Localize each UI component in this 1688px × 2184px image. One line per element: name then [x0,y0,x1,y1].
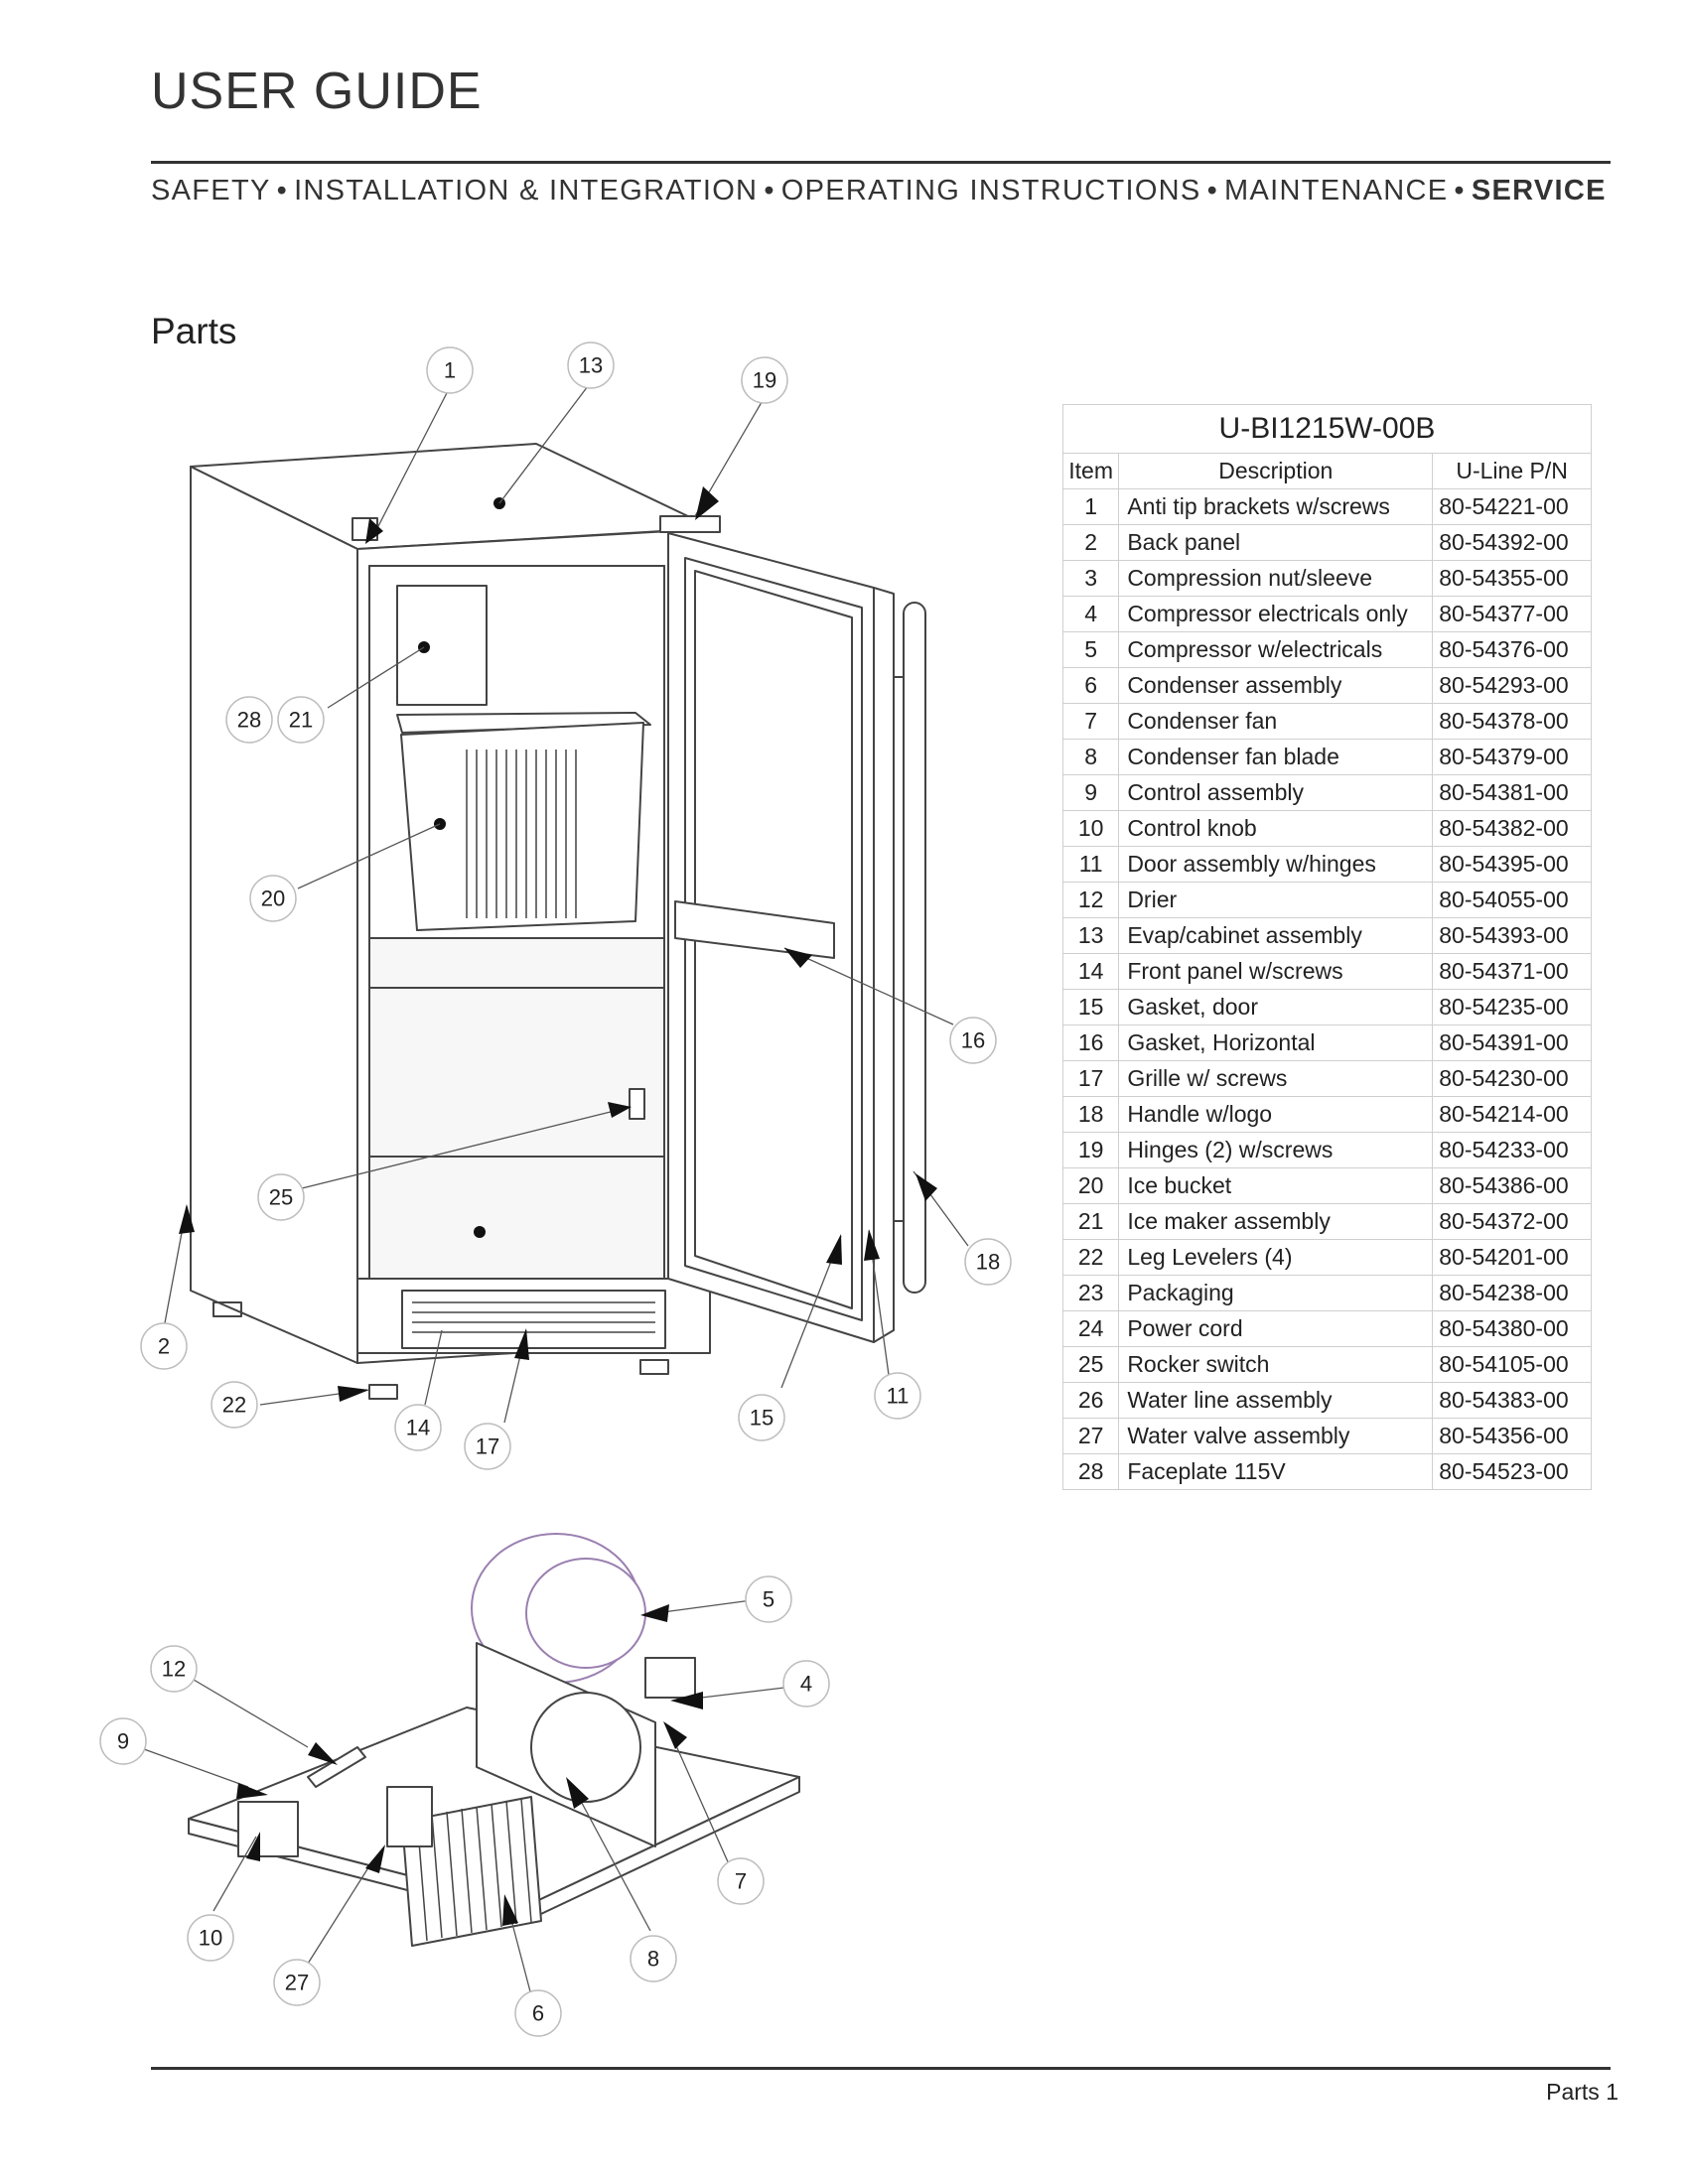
table-row [1063,1204,1592,1240]
table-row [1063,1383,1592,1419]
item-description: Power cord [1119,1311,1433,1347]
item-number: 27 [1063,1419,1119,1454]
callout-label: 1 [443,357,457,383]
part-number: 80-54201-00 [1433,1240,1592,1276]
callout-label: 13 [578,352,604,378]
table-row [1063,525,1592,561]
item-description: Compressor electricals only [1119,597,1433,632]
part-number: 80-54355-00 [1433,561,1592,597]
part-number: 80-54105-00 [1433,1347,1592,1383]
nav-service: SERVICE [1471,175,1607,206]
item-description: Rocker switch [1119,1347,1433,1383]
item-number: 26 [1063,1383,1119,1419]
callout-label: 22 [221,1392,247,1418]
part-number: 80-54386-00 [1433,1168,1592,1204]
callout-label: 15 [749,1405,774,1431]
table-row [1063,1276,1592,1311]
item-number: 18 [1063,1097,1119,1133]
table-row [1063,847,1592,883]
part-number: 80-54238-00 [1433,1276,1592,1311]
item-description: Compressor w/electricals [1119,632,1433,668]
callout-label: 5 [762,1586,775,1612]
nav-separator: • [1206,175,1219,206]
column-header-part-number: U-Line P/N [1433,454,1592,489]
cabinet-drawing [191,444,925,1399]
callout-label: 11 [886,1383,910,1409]
parts-table [1062,404,1592,1490]
item-description: Gasket, Horizontal [1119,1025,1433,1061]
part-number: 80-54380-00 [1433,1311,1592,1347]
part-number: 80-54523-00 [1433,1454,1592,1490]
item-description: Handle w/logo [1119,1097,1433,1133]
item-number: 25 [1063,1347,1119,1383]
nav-separator: • [1454,175,1466,206]
item-description: Water line assembly [1119,1383,1433,1419]
part-number: 80-54293-00 [1433,668,1592,704]
nav-operating: OPERATING INSTRUCTIONS [780,175,1201,206]
part-number: 80-54381-00 [1433,775,1592,811]
callout-label: 27 [284,1970,310,1995]
base-drawing [189,1534,799,1946]
table-row [1063,668,1592,704]
part-number: 80-54221-00 [1433,489,1592,525]
item-description: Back panel [1119,525,1433,561]
callout-label: 4 [799,1671,813,1697]
item-description: Anti tip brackets w/screws [1119,489,1433,525]
part-number: 80-54230-00 [1433,1061,1592,1097]
item-number: 24 [1063,1311,1119,1347]
item-number: 17 [1063,1061,1119,1097]
item-number: 15 [1063,990,1119,1025]
nav-safety: SAFETY [151,175,271,206]
callout-label: 10 [198,1925,223,1951]
item-number: 1 [1063,489,1119,525]
callout-label: 19 [752,367,777,393]
callout-label: 20 [260,886,286,911]
part-number: 80-54371-00 [1433,954,1592,990]
table-row [1063,1168,1592,1204]
column-header-description: Description [1119,454,1433,489]
parts-table-body [1063,489,1592,1490]
item-number: 21 [1063,1204,1119,1240]
callout-label: 18 [975,1249,1001,1275]
item-number: 7 [1063,704,1119,740]
table-row [1063,740,1592,775]
item-description: Gasket, door [1119,990,1433,1025]
item-description: Door assembly w/hinges [1119,847,1433,883]
callout-label: 28 [236,707,262,733]
part-number: 80-54378-00 [1433,704,1592,740]
item-description: Grille w/ screws [1119,1061,1433,1097]
item-number: 12 [1063,883,1119,918]
table-row [1063,1133,1592,1168]
nav-separator: • [764,175,775,206]
part-number: 80-54379-00 [1433,740,1592,775]
callout-label: 17 [475,1433,500,1459]
column-header-item: Item [1063,454,1119,489]
item-description: Faceplate 115V [1119,1454,1433,1490]
table-row [1063,489,1592,525]
part-number: 80-54395-00 [1433,847,1592,883]
item-description: Hinges (2) w/screws [1119,1133,1433,1168]
callout-label: 21 [288,707,314,733]
item-number: 5 [1063,632,1119,668]
part-number: 80-54382-00 [1433,811,1592,847]
item-description: Condenser fan blade [1119,740,1433,775]
part-number: 80-54392-00 [1433,525,1592,561]
nav-installation: INSTALLATION & INTEGRATION [294,175,759,206]
table-row [1063,811,1592,847]
item-number: 20 [1063,1168,1119,1204]
table-row [1063,883,1592,918]
item-number: 16 [1063,1025,1119,1061]
callout-label: 25 [268,1184,294,1210]
guide-title: USER GUIDE [151,63,483,120]
item-description: Ice maker assembly [1119,1204,1433,1240]
item-number: 4 [1063,597,1119,632]
item-number: 13 [1063,918,1119,954]
part-number: 80-54383-00 [1433,1383,1592,1419]
item-number: 2 [1063,525,1119,561]
table-row [1063,597,1592,632]
item-number: 28 [1063,1454,1119,1490]
table-row [1063,918,1592,954]
part-number: 80-54214-00 [1433,1097,1592,1133]
callout-label: 9 [116,1728,130,1754]
nav-maintenance: MAINTENANCE [1224,175,1449,206]
table-row [1063,775,1592,811]
table-row [1063,632,1592,668]
item-number: 11 [1063,847,1119,883]
item-number: 14 [1063,954,1119,990]
callout-label: 14 [405,1415,431,1440]
table-row [1063,1025,1592,1061]
table-row [1063,561,1592,597]
part-number: 80-54376-00 [1433,632,1592,668]
item-number: 9 [1063,775,1119,811]
item-number: 10 [1063,811,1119,847]
item-description: Control assembly [1119,775,1433,811]
table-row [1063,1454,1592,1490]
table-row [1063,1097,1592,1133]
nav-separator: • [276,175,289,206]
part-number: 80-54055-00 [1433,883,1592,918]
item-description: Water valve assembly [1119,1419,1433,1454]
item-number: 3 [1063,561,1119,597]
item-number: 22 [1063,1240,1119,1276]
table-row [1063,1347,1592,1383]
part-number: 80-54391-00 [1433,1025,1592,1061]
part-number: 80-54233-00 [1433,1133,1592,1168]
callout-label: 16 [960,1027,986,1053]
part-number: 80-54356-00 [1433,1419,1592,1454]
part-number: 80-54377-00 [1433,597,1592,632]
table-row [1063,704,1592,740]
item-number: 8 [1063,740,1119,775]
item-description: Front panel w/screws [1119,954,1433,990]
footer-rule [151,2067,1611,2070]
section-title: Parts [151,311,237,351]
item-description: Compression nut/sleeve [1119,561,1433,597]
table-row [1063,990,1592,1025]
callout-label: 12 [161,1656,187,1682]
part-number: 80-54393-00 [1433,918,1592,954]
callout-label: 6 [531,2000,545,2026]
table-row [1063,1061,1592,1097]
table-row [1063,1311,1592,1347]
callout-label: 7 [734,1868,748,1894]
item-description: Condenser assembly [1119,668,1433,704]
item-number: 6 [1063,668,1119,704]
item-description: Drier [1119,883,1433,918]
item-number: 23 [1063,1276,1119,1311]
item-description: Ice bucket [1119,1168,1433,1204]
table-row [1063,954,1592,990]
callout-label: 8 [646,1946,660,1972]
item-number: 19 [1063,1133,1119,1168]
table-row [1063,1419,1592,1454]
item-description: Evap/cabinet assembly [1119,918,1433,954]
part-number: 80-54372-00 [1433,1204,1592,1240]
item-description: Condenser fan [1119,704,1433,740]
item-description: Packaging [1119,1276,1433,1311]
model-number: U-BI1215W-00B [1063,405,1592,454]
table-row [1063,1240,1592,1276]
callout-label: 2 [157,1333,171,1359]
page-footer: Parts 1 [1546,2079,1618,2105]
item-description: Control knob [1119,811,1433,847]
item-description: Leg Levelers (4) [1119,1240,1433,1276]
part-number: 80-54235-00 [1433,990,1592,1025]
